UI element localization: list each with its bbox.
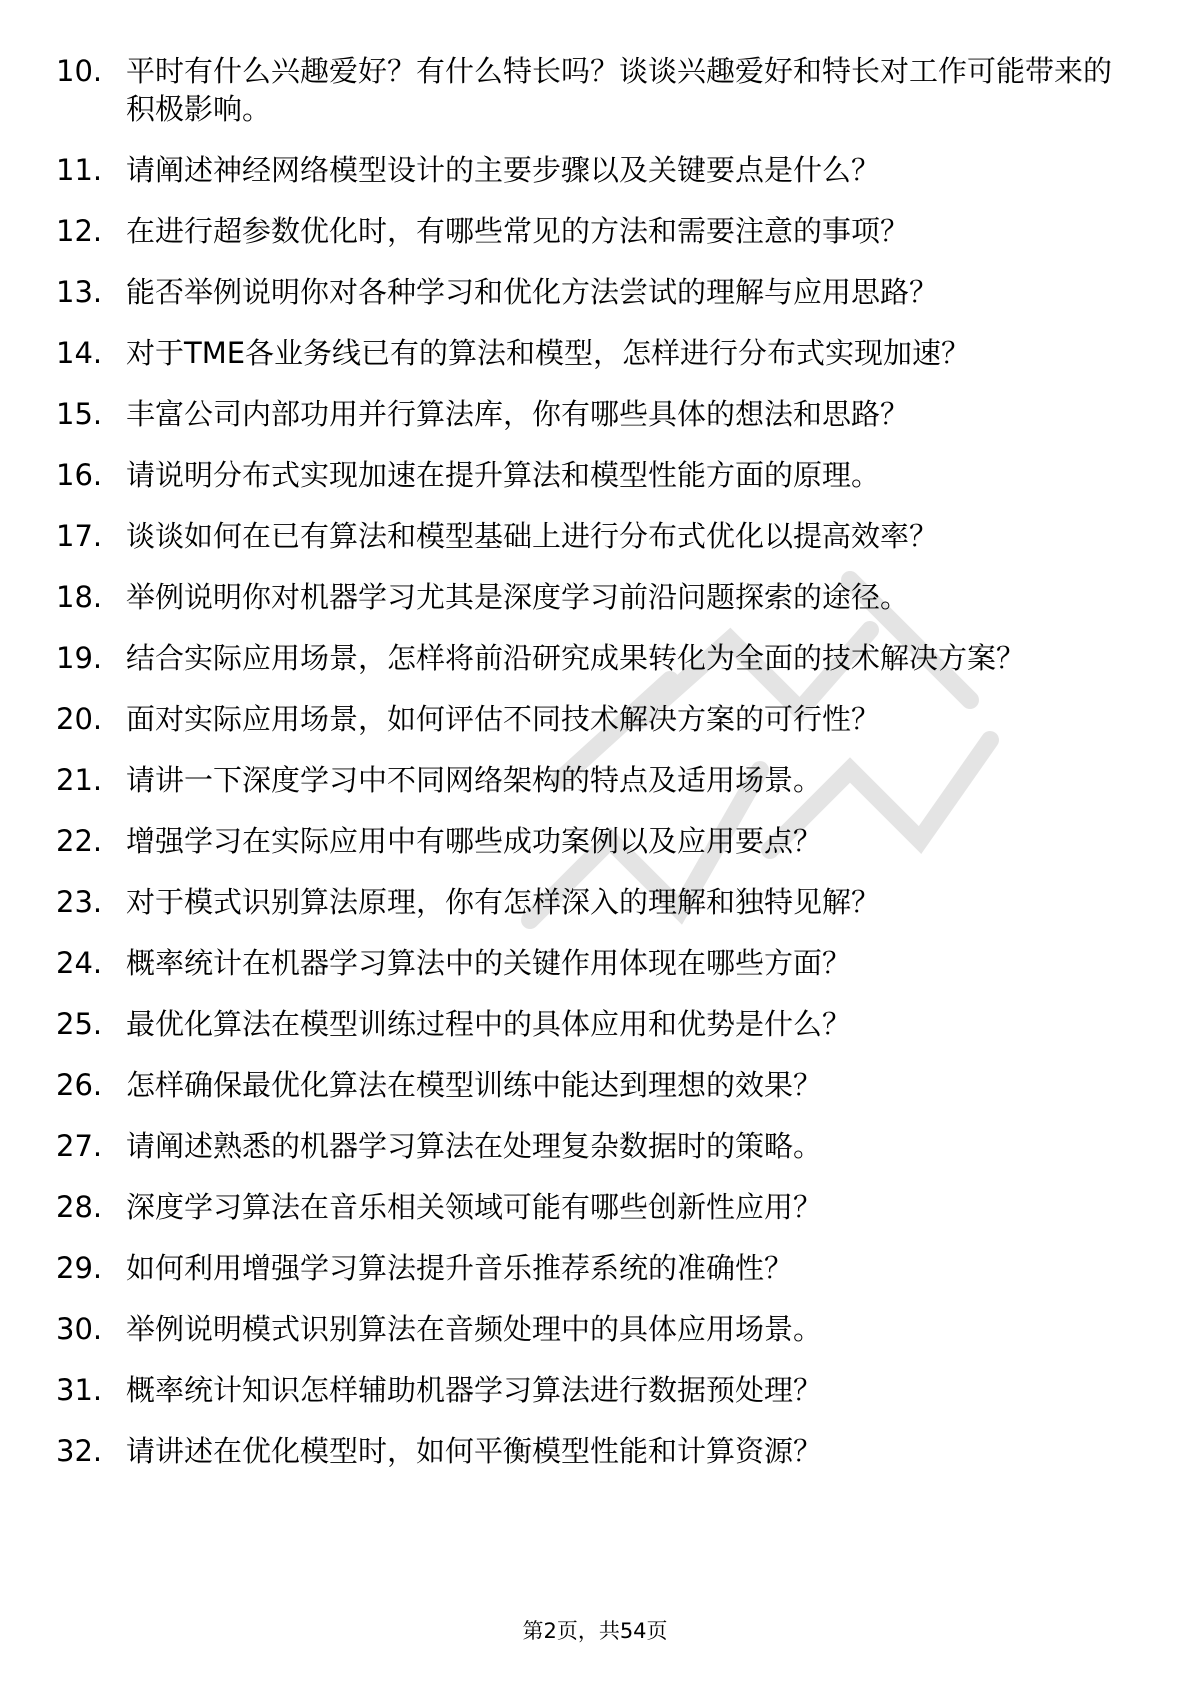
question-number: 17. [56,519,103,553]
question-number: 18. [56,580,103,614]
question-text: 请阐述熟悉的机器学习算法在处理复杂数据时的策略。 [126,1129,823,1163]
question-list [56,52,1116,1493]
question-item [56,700,1116,738]
question-number: 16. [56,458,103,492]
question-number: 23. [56,885,103,919]
question-number: 15. [56,397,103,431]
question-text: 请说明分布式实现加速在提升算法和模型性能方面的原理。 [126,458,881,492]
question-item [56,578,1116,616]
question-number: 22. [56,824,103,858]
question-item [56,273,1116,311]
question-text: 概率统计知识怎样辅助机器学习算法进行数据预处理？ [126,1373,823,1407]
question-number: 31. [56,1373,103,1407]
question-text: 怎样确保最优化算法在模型训练中能达到理想的效果？ [126,1068,823,1102]
question-item [56,944,1116,982]
question-text: 增强学习在实际应用中有哪些成功案例以及应用要点？ [126,824,823,858]
question-text: 平时有什么兴趣爱好？有什么特长吗？谈谈兴趣爱好和特长对工作可能带来的积极影响。 [126,54,1113,126]
question-number: 25. [56,1007,103,1041]
question-number: 32. [56,1434,103,1468]
question-text: 概率统计在机器学习算法中的关键作用体现在哪些方面？ [126,946,852,980]
question-item [56,1432,1116,1470]
question-text: 面对实际应用场景，如何评估不同技术解决方案的可行性？ [126,702,881,736]
question-number: 13. [56,275,103,309]
question-number: 14. [56,336,103,370]
question-item [56,1127,1116,1165]
question-item [56,1005,1116,1043]
question-number: 30. [56,1312,103,1346]
question-number: 29. [56,1251,103,1285]
question-text: 请讲述在优化模型时，如何平衡模型性能和计算资源？ [126,1434,823,1468]
question-item [56,517,1116,555]
question-item [56,1249,1116,1287]
question-text: 结合实际应用场景，怎样将前沿研究成果转化为全面的技术解决方案？ [126,641,1026,675]
question-text: 对于模式识别算法原理，你有怎样深入的理解和独特见解？ [126,885,881,919]
question-number: 26. [56,1068,103,1102]
question-item [56,1371,1116,1409]
question-text: 举例说明你对机器学习尤其是深度学习前沿问题探索的途径。 [126,580,910,614]
question-number: 28. [56,1190,103,1224]
question-number: 24. [56,946,103,980]
question-text: 请讲一下深度学习中不同网络架构的特点及适用场景。 [126,763,823,797]
question-number: 20. [56,702,103,736]
question-text: 如何利用增强学习算法提升音乐推荐系统的准确性？ [126,1251,794,1285]
question-item [56,761,1116,799]
question-number: 11. [56,153,103,187]
question-text: 举例说明模式识别算法在音频处理中的具体应用场景。 [126,1312,823,1346]
question-item [56,334,1116,372]
question-text: 深度学习算法在音乐相关领域可能有哪些创新性应用？ [126,1190,823,1224]
question-item [56,52,1116,128]
question-text: 最优化算法在模型训练过程中的具体应用和优势是什么？ [126,1007,852,1041]
question-item [56,1188,1116,1226]
question-item [56,1066,1116,1104]
question-text: 能否举例说明你对各种学习和优化方法尝试的理解与应用思路？ [126,275,939,309]
question-number: 10. [56,54,103,88]
question-number: 19. [56,641,103,675]
question-item [56,151,1116,189]
question-item [56,1310,1116,1348]
question-item [56,395,1116,433]
question-item [56,212,1116,250]
question-text: 请阐述神经网络模型设计的主要步骤以及关键要点是什么？ [126,153,881,187]
question-number: 27. [56,1129,103,1163]
page-number-footer: 第2页，共54页 [522,1619,668,1643]
question-text: 在进行超参数优化时，有哪些常见的方法和需要注意的事项？ [126,214,910,248]
question-item [56,883,1116,921]
question-item [56,639,1116,677]
question-text: 丰富公司内部功用并行算法库，你有哪些具体的想法和思路？ [126,397,910,431]
question-item [56,822,1116,860]
question-text: 谈谈如何在已有算法和模型基础上进行分布式优化以提高效率？ [126,519,939,553]
question-number: 12. [56,214,103,248]
question-number: 21. [56,763,103,797]
question-text: 对于TME各业务线已有的算法和模型，怎样进行分布式实现加速？ [126,336,971,370]
question-item [56,456,1116,494]
